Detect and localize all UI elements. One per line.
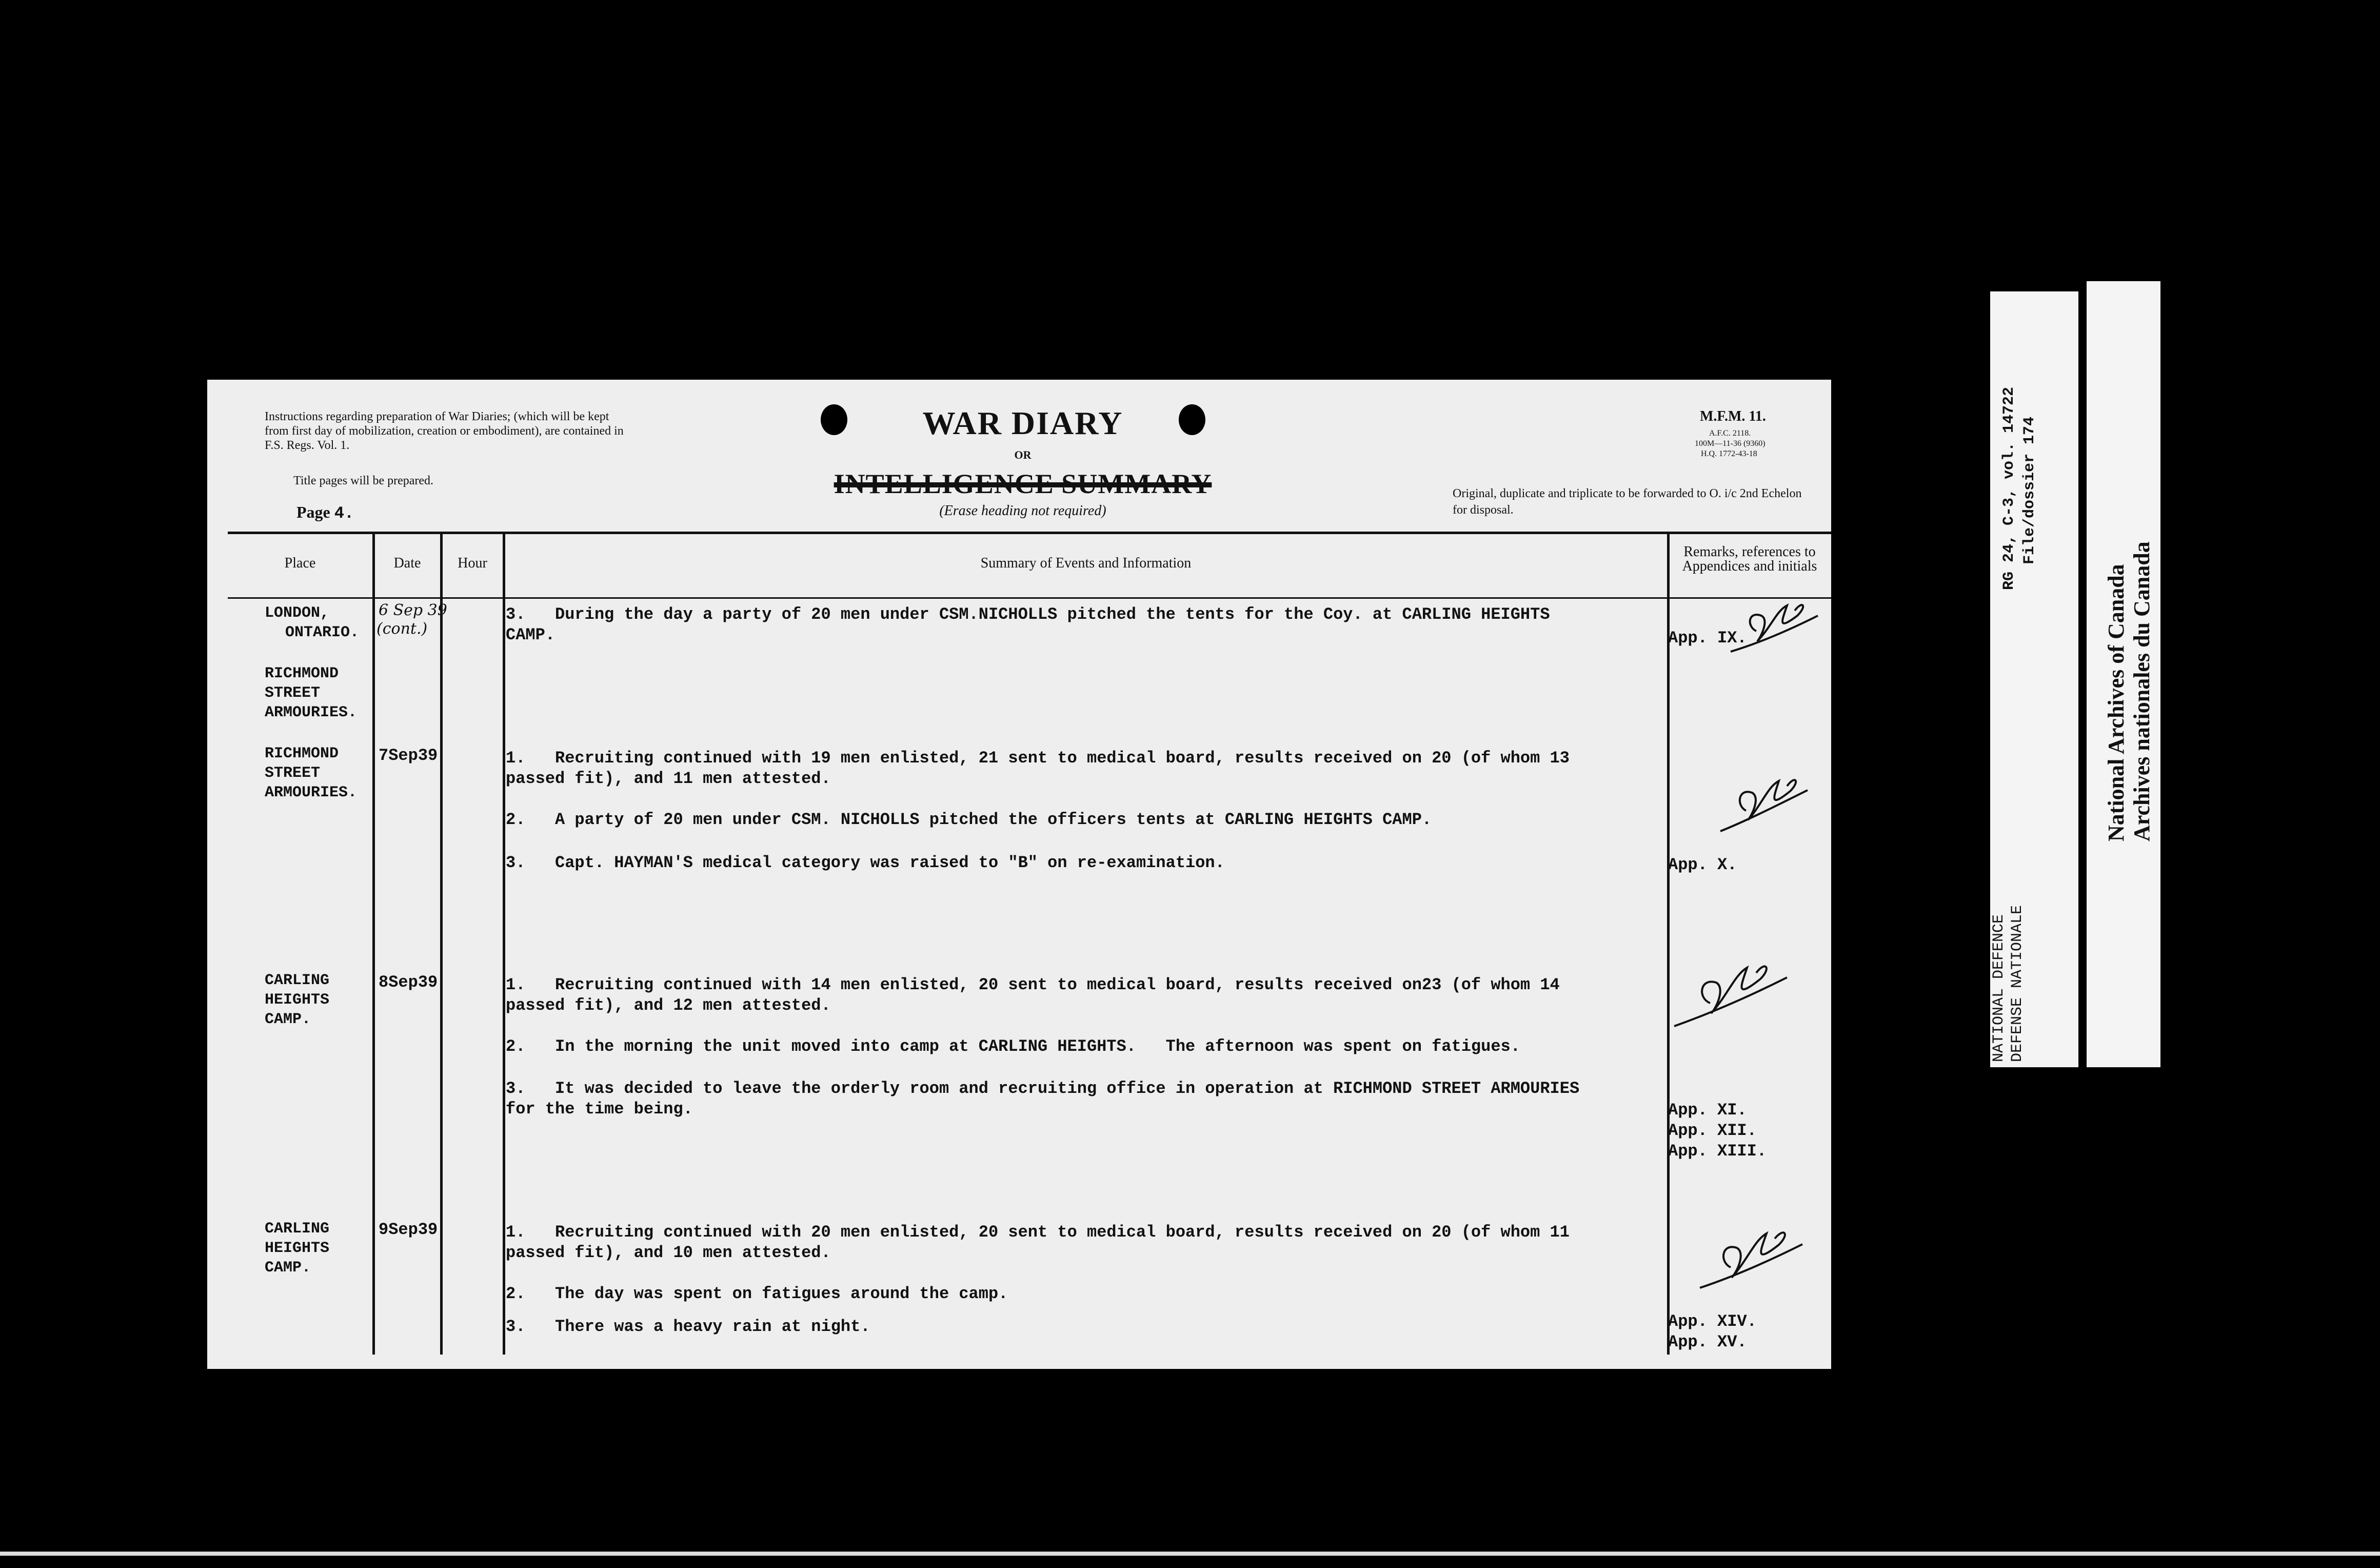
entry-8sep-1: 1. Recruiting continued with 14 men enlisted, 20 sent to medical board, results received on23 (of whom 14 passed fit), and 12 men attested. [506, 975, 1560, 1015]
instructions-text: Instructions regarding preparation of War Diaries; (which will be kept from first day of mobilization, creation or embodiment), are contained in F.S. Regs. Vol. 1. [265, 410, 624, 452]
archive-dept-en: NATIONAL DEFENCE [1990, 914, 2008, 1062]
initials-signature-1 [1726, 595, 1823, 657]
place-carling-2: CARLING HEIGHTS CAMP. [265, 1220, 330, 1277]
column-rule-hour [503, 534, 505, 1355]
table-top-rule [228, 532, 1831, 534]
remark-app-ix: App. IX. [1668, 629, 1747, 648]
page-number: 4. [334, 504, 354, 523]
archive-file: File/dossier 174 [2021, 416, 2038, 564]
war-diary-sheet [207, 380, 1831, 1369]
entry-6sep-3: 3. During the day a party of 20 men under CSM.NICHOLLS pitched the tents for the Coy. at CARLING HEIGHTS CAMP. [506, 605, 1550, 644]
entry-9sep-1: 1. Recruiting continued with 20 men enlisted, 20 sent to medical board, results received on 20 (of whom 11 passed fit), and 10 men attested. [506, 1223, 1570, 1262]
column-rule-place [372, 534, 375, 1355]
title-or: OR [1014, 448, 1032, 461]
column-header-date: Date [393, 555, 421, 571]
page-title: WAR DIARY [922, 405, 1123, 441]
initials-signature-3 [1669, 954, 1792, 1031]
entry-7sep-1: 1. Recruiting continued with 19 men enlisted, 21 sent to medical board, results received on 20 (of whom 13 passed fit), and 11 men attested. [506, 749, 1570, 788]
bottom-edge-strip [0, 1552, 2380, 1556]
place-carling-1: CARLING HEIGHTS CAMP. [265, 972, 330, 1028]
archive-reference: RG 24, C-3, vol. 14722 [2000, 386, 2018, 590]
entry-9sep-3: 3. There was a heavy rain at night. [506, 1317, 870, 1336]
entry-8sep-3: 3. It was decided to leave the orderly room and recruiting office in operation at RICHMOND STREET ARMOURIES for the time being. [506, 1079, 1580, 1119]
column-header-hour: Hour [458, 555, 487, 571]
title-pages-note: Title pages will be prepared. [293, 474, 434, 487]
remark-app-xiv-xv: App. XIV. App. XV. [1668, 1312, 1757, 1351]
erase-note: (Erase heading not required) [939, 503, 1106, 519]
form-code-2: 100M—11-36 (9360) [1695, 439, 1766, 448]
remark-app-x: App. X. [1668, 855, 1737, 874]
entry-8sep-2: 2. In the morning the unit moved into camp at CARLING HEIGHTS. The afternoon was spent on fatigues. [506, 1037, 1520, 1056]
table-header-rule [228, 597, 1831, 599]
place-richmond-1: RICHMOND STREET ARMOURIES. [265, 665, 358, 721]
place-london: LONDON, [265, 604, 330, 622]
date-9sep39: 9Sep39 [379, 1220, 438, 1239]
place-richmond-2: RICHMOND STREET ARMOURIES. [265, 745, 358, 801]
struck-title: INTELLIGENCE SUMMARY [834, 468, 1212, 499]
column-header-remarks: Remarks, references to Appendices and initials [1682, 544, 1817, 574]
entry-7sep-2: 2. A party of 20 men under CSM. NICHOLLS pitched the officers tents at CARLING HEIGHTS CAMP. [506, 810, 1432, 829]
entry-7sep-3: 3. Capt. HAYMAN'S medical category was raised to "B" on re-examination. [506, 853, 1225, 872]
column-rule-summary [1667, 534, 1670, 1355]
column-header-place: Place [284, 555, 316, 571]
date-7sep39: 7Sep39 [379, 746, 438, 765]
place-ontario: ONTARIO. [285, 624, 360, 641]
forward-note: Original, duplicate and triplicate to be forwarded to O. i/c 2nd Echelon for disposal. [1453, 487, 1802, 517]
date-cont: (cont.) [376, 620, 428, 638]
column-rule-date [440, 534, 443, 1355]
entry-9sep-2: 2. The day was spent on fatigues around the camp. [506, 1284, 1008, 1303]
form-code-1: A.F.C. 2118. [1709, 429, 1751, 438]
remark-app-xi-xiii: App. XI. App. XII. App. XIII. [1668, 1101, 1767, 1161]
date-8sep39: 8Sep39 [379, 973, 438, 992]
column-header-summary: Summary of Events and Information [980, 555, 1192, 571]
initials-signature-4 [1695, 1221, 1808, 1293]
page-label: Page [296, 503, 330, 521]
date-6sep39: 6 Sep 39 [379, 601, 447, 619]
archive-dept-fr: DEFENSE NATIONALE [2009, 905, 2026, 1062]
archives-name-en: National Archives of Canada [2104, 564, 2129, 841]
form-code-3: H.Q. 1772-43-18 [1701, 449, 1757, 458]
form-id: M.F.M. 11. [1700, 408, 1766, 424]
archives-name-fr: Archives nationales du Canada [2129, 541, 2154, 841]
page-indicator [296, 503, 354, 523]
initials-signature-2 [1715, 770, 1813, 836]
